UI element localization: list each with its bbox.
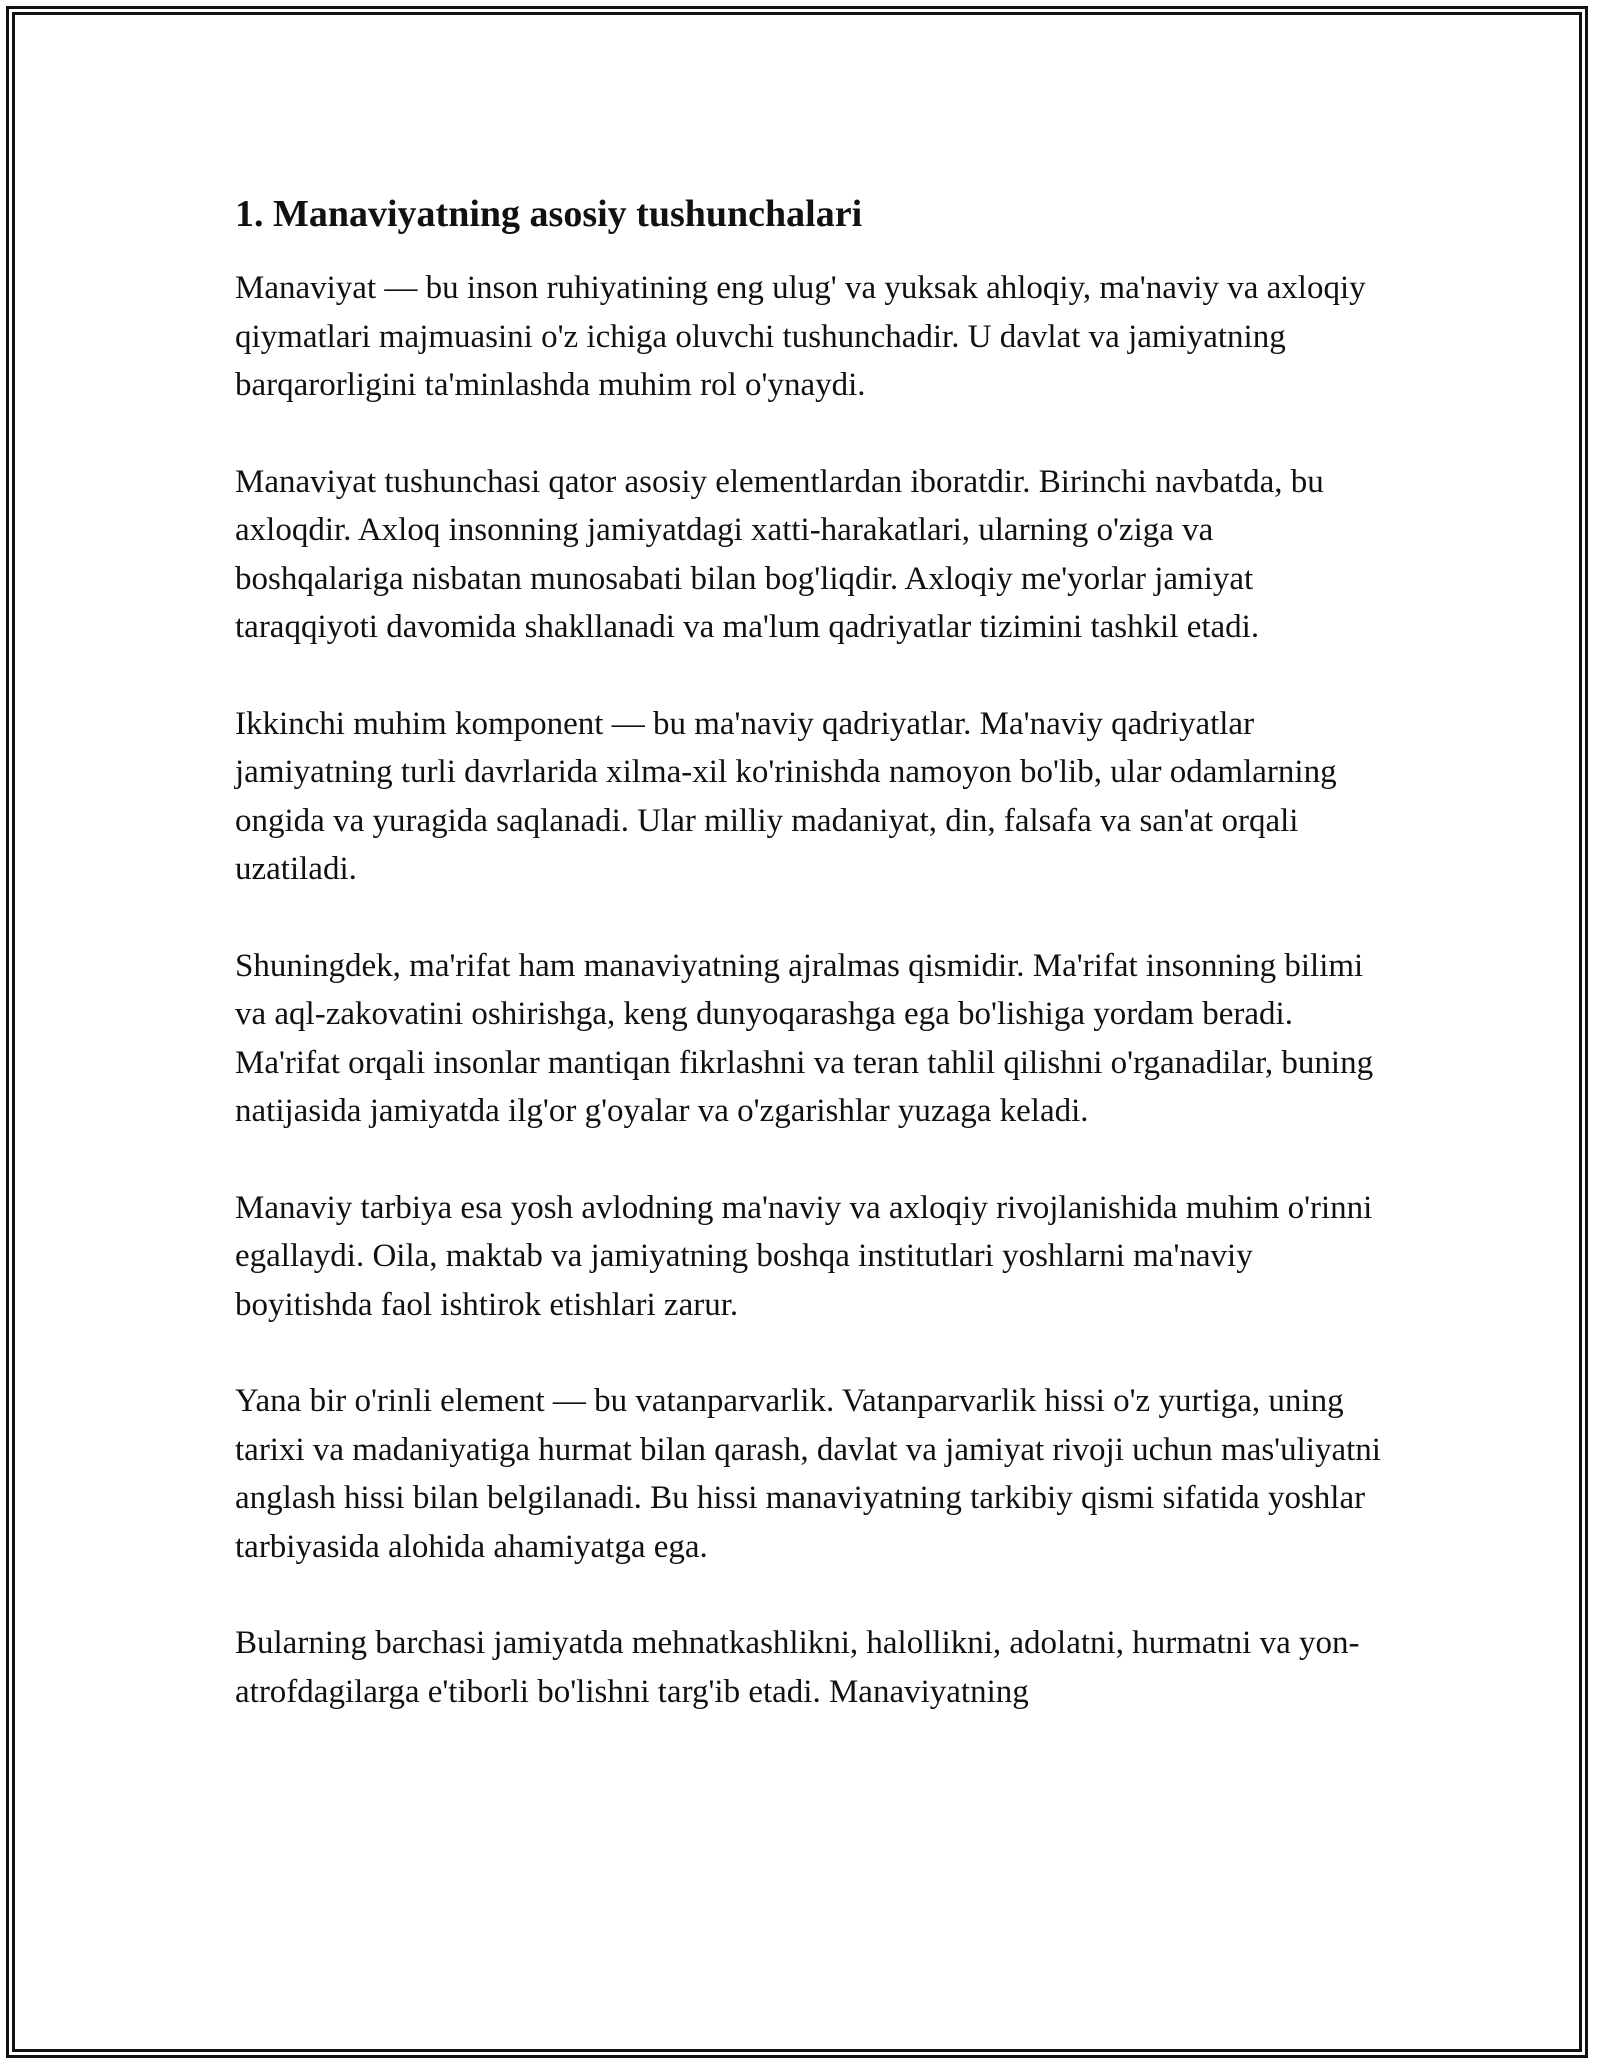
paragraph-2: Manaviyat tushunchasi qator asosiy elementlardan iboratdir. Birinchi navbatda, bu axloqdir. Axloq insonning jamiyatdagi xatti-harakatlari, ularning o'ziga va boshqalariga nisbatan munosabati bilan bog'liqdir. Axloqiy me'yorlar jamiyat taraqqiyoti davomida shakllanadi va ma'lum qadriyatlar tizimini tashkil etadi. xyxy=(235,463,1324,645)
paragraph-7: Bularning barchasi jamiyatda mehnatkashlikni, halollikni, adolatni, hurmatni va yon-atrofdagilarga e'tiborli bo'lishni targ'ib etadi. Manaviyatning xyxy=(235,1625,1360,1710)
paragraph-3: Ikkinchi muhim komponent — bu ma'naviy qadriyatlar. Ma'naviy qadriyatlar jamiyatning turli davrlarida xilma-xil ko'rinishda namoyon bo'lib, ular odamlarning ongida va yuragida saqlanadi. Ular milliy madaniyat, din, falsafa va san'at orqali uzatiladi. xyxy=(235,705,1337,887)
section-heading: 1. Manaviyatning asosiy tushunchalari xyxy=(235,193,863,235)
paragraph-1: Manaviyat — bu inson ruhiyatining eng ulug' va yuksak ahloqiy, ma'naviy va axloqiy qiymatlari majmuasini o'z ichiga oluvchi tushunchadir. U davlat va jamiyatning barqarorligini ta'minlashda muhim rol o'ynaydi. xyxy=(235,270,1366,403)
paragraph-5: Manaviy tarbiya esa yosh avlodning ma'naviy va axloqiy rivojlanishida muhim o'rinni egallaydi. Oila, maktab va jamiyatning boshqa institutlari yoshlarni ma'naviy boyitishda faol ishtirok etishlari zarur. xyxy=(235,1189,1373,1323)
paragraph-4: Shuningdek, ma'rifat ham manaviyatning ajralmas qismidir. Ma'rifat insonning bilimi va aql-zakovatini oshirishga, keng dunyoqarashga ega bo'lishiga yordam beradi. Ma'rifat orqali insonlar mantiqan fikrlashni va teran tahlil qilishni o'rganadilar, buning natijasida jamiyatda ilg'or g'oyalar va o'zgarishlar yuzaga keladi. xyxy=(235,947,1374,1129)
paragraph-6: Yana bir o'rinli element — bu vatanparvarlik. Vatanparvarlik hissi o'z yurtiga, uning tarixi va madaniyatiga hurmat bilan qarash, davlat va jamiyat rivoji uchun mas'uliyatni anglash hissi bilan belgilanadi. Bu hissi manaviyatning tarkibiy qismi sifatida yoshlar tarbiyasida alohida ahamiyatga ega. xyxy=(235,1383,1381,1565)
document-page xyxy=(235,190,1385,1764)
